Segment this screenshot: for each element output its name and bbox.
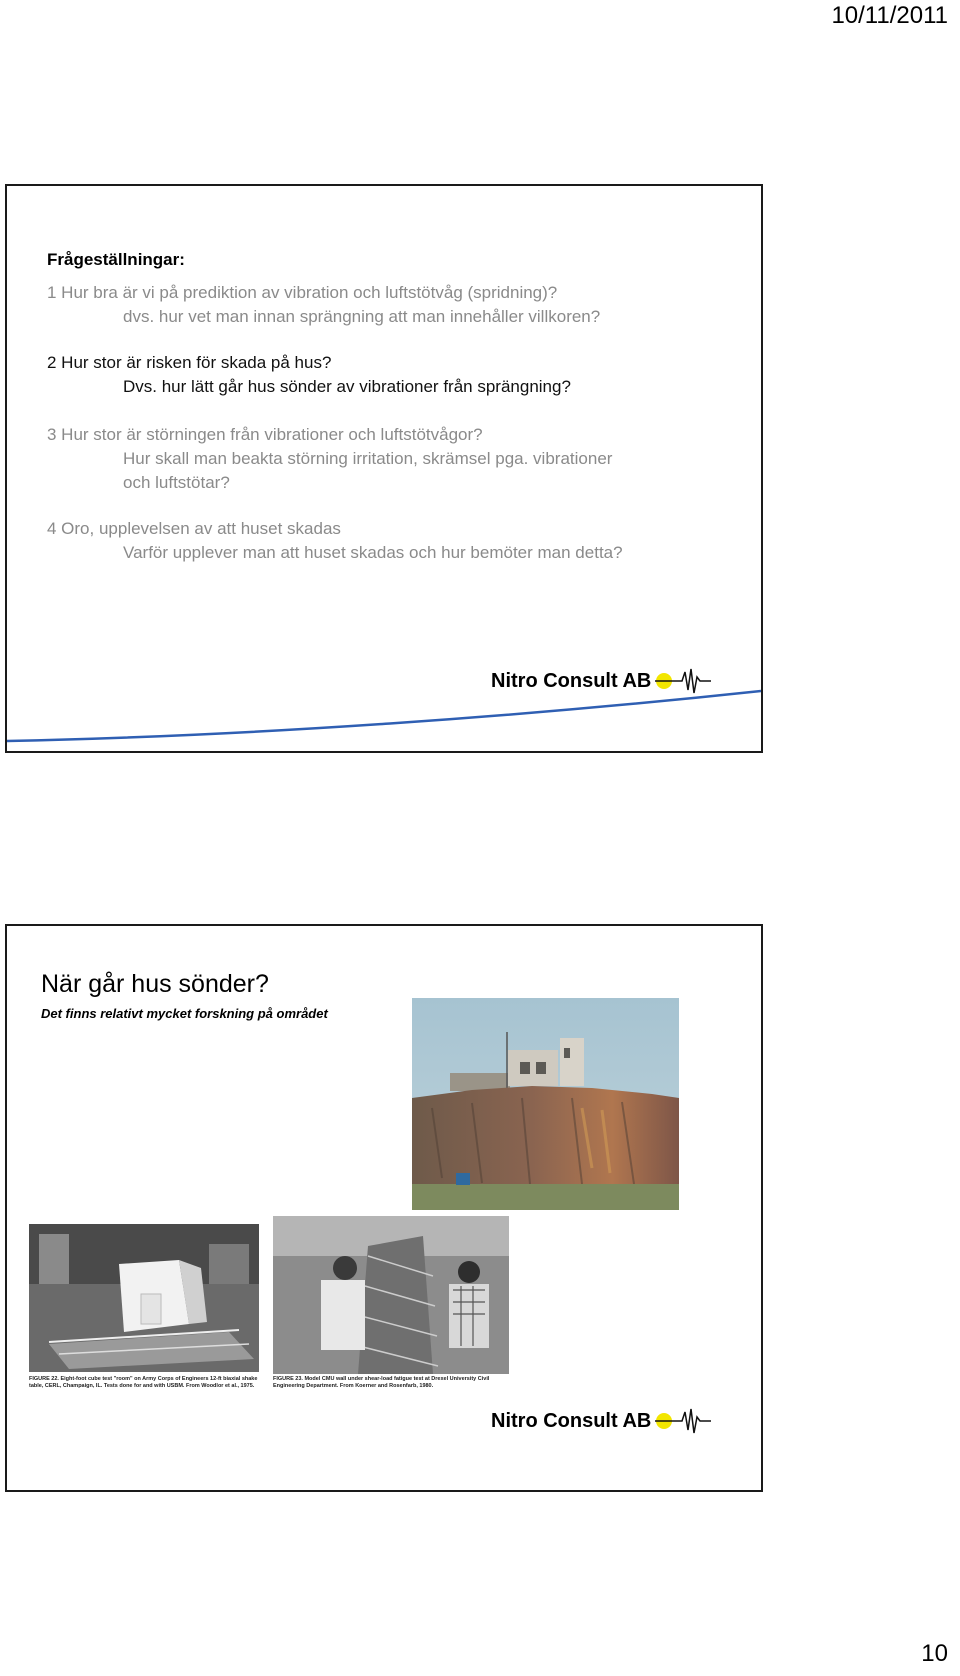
question-1-sub: dvs. hur vet man innan sprängning att man innehåller villkoren? bbox=[123, 307, 601, 326]
slide-title: När går hus sönder? bbox=[41, 970, 269, 998]
page-number: 10 bbox=[921, 1640, 948, 1667]
question-2-main: 2 Hur stor är risken för skada på hus? bbox=[47, 353, 332, 372]
wall-fatigue-test-photo bbox=[273, 1216, 509, 1374]
question-4-sub: Varför upplever man att huset skadas och hur bemöter man detta? bbox=[123, 543, 623, 562]
slide-research bbox=[5, 924, 763, 1492]
figure-caption-left: FIGURE 22. Eight-foot cube test "room" on Army Corps of Engineers 12-ft biaxial shake table, CERL, Champaign, IL. Tests done for and with USBM. From Woodlor et al., 1975. bbox=[29, 1376, 258, 1389]
nitro-consult-logo-icon bbox=[655, 1406, 711, 1436]
question-2-sub: Dvs. hur lätt går hus sönder av vibrationer från sprängning? bbox=[123, 377, 571, 396]
building-on-cliff-photo bbox=[412, 998, 679, 1210]
question-3-main: 3 Hur stor är störningen från vibrationer och luftstötvågor? bbox=[47, 425, 483, 444]
slide-subtitle: Det finns relativt mycket forskning på området bbox=[41, 1006, 328, 1021]
question-4-main: 4 Oro, upplevelsen av att huset skadas bbox=[47, 519, 341, 538]
nitro-consult-logo-icon bbox=[655, 666, 711, 696]
question-1-main: 1 Hur bra är vi på prediktion av vibration och luftstötvåg (spridning)? bbox=[47, 283, 558, 302]
shake-table-cube-photo bbox=[29, 1224, 259, 1372]
question-3-sub-line2: och luftstötar? bbox=[123, 473, 230, 492]
figure-caption-right: FIGURE 23. Model CMU wall under shear-load fatigue test at Drexel University Civil Engineering Department. From Koerner and Rosenfarb, 1980. bbox=[273, 1376, 490, 1389]
brand-name: Nitro Consult AB bbox=[491, 1410, 652, 1432]
slide-title: Frågeställningar: bbox=[47, 250, 185, 269]
slide-questions bbox=[5, 184, 763, 753]
brand-name: Nitro Consult AB bbox=[491, 670, 652, 692]
header-date: 10/11/2011 bbox=[831, 2, 948, 29]
question-3-sub-line1: Hur skall man beakta störning irritation, skrämsel pga. vibrationer bbox=[123, 449, 613, 468]
footer-accent-line bbox=[7, 651, 761, 751]
